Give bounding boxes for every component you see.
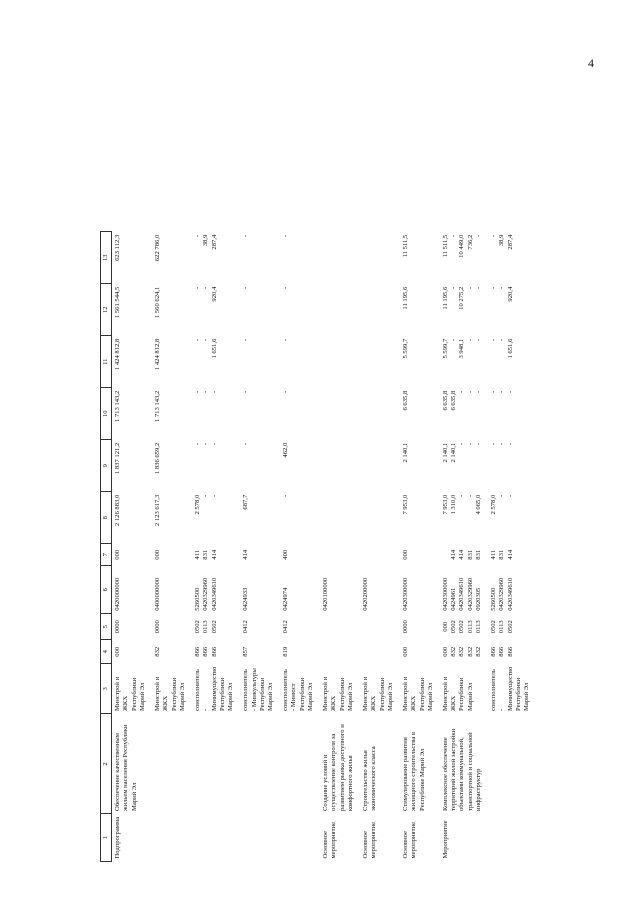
cell-year-value: - - - bbox=[194, 390, 218, 393]
cell-year-value: - - 920,4 bbox=[490, 286, 514, 302]
cell-rzpr: 0412 bbox=[282, 620, 290, 634]
cell-executor: соисполнитель - Минимущество Республики Марий Эл bbox=[194, 666, 235, 711]
cell-year-value: 622 786,0 bbox=[154, 234, 162, 262]
cell-year-value: - bbox=[282, 338, 290, 341]
cell-csr: 0420000000 bbox=[114, 577, 122, 611]
cell-grbs bbox=[320, 640, 360, 664]
cell-year-value: - bbox=[242, 286, 250, 289]
col-header: 5 bbox=[101, 614, 112, 640]
cell-year-value: - bbox=[282, 286, 290, 289]
cell-year-value: - - 920,4 bbox=[194, 286, 218, 302]
col-header: 3 bbox=[101, 664, 112, 714]
cell-name bbox=[192, 714, 240, 814]
cell-grbs: 000 832 832 832 832 bbox=[441, 646, 482, 657]
col-header: 2 bbox=[101, 714, 112, 814]
page-number: 4 bbox=[588, 56, 594, 70]
cell-name bbox=[280, 714, 320, 814]
cell-csr: 0420300000 bbox=[402, 577, 410, 611]
cell-type: Основное мероприятие bbox=[362, 822, 378, 859]
cell-csr: 0420100000 bbox=[322, 577, 330, 611]
cell-year-value: 11 511,5 bbox=[402, 234, 410, 258]
cell-grbs: 857 bbox=[242, 646, 250, 657]
col-header: 13 bbox=[101, 232, 112, 284]
cell-year-value bbox=[360, 440, 400, 492]
cell-year-value: 5 599,7 bbox=[402, 338, 410, 359]
cell-year-value bbox=[320, 232, 360, 284]
cell-grbs bbox=[360, 640, 400, 664]
col-header: 6 bbox=[101, 566, 112, 614]
cell-grbs: 819 bbox=[282, 646, 290, 657]
cell-year-value: - bbox=[242, 338, 250, 341]
cell-executor: Минстрой и ЖКХ Республики Марий Эл bbox=[114, 676, 146, 711]
cell-name: Комплексное обеспечение территорий жилой застройки объектами коммунальной, транспортной и социальной инфраструктур bbox=[441, 728, 482, 811]
cell-year-value: 1 560 624,1 bbox=[154, 286, 162, 319]
cell-executor: Минстрой и ЖКХ Республики Марий Эл bbox=[154, 676, 186, 711]
cell-name bbox=[488, 714, 536, 814]
cell-year-value: 1 713 143,2 bbox=[154, 390, 162, 423]
cell-rzpr: 0502 0113 0502 bbox=[194, 620, 218, 634]
cell-year-value bbox=[320, 440, 360, 492]
cell-csr: 5260500 0420329960 0420349610 bbox=[194, 577, 218, 611]
cell-vr: 411 831 414 bbox=[490, 549, 514, 560]
cell-type: Подпрограмма bbox=[114, 816, 122, 859]
cell-vr: 000 bbox=[154, 549, 162, 560]
cell-year-value bbox=[360, 232, 400, 284]
cell-type bbox=[488, 814, 536, 862]
cell-type: Мероприятие bbox=[441, 820, 449, 859]
cell-year-value bbox=[320, 388, 360, 440]
cell-year-value: 2 578,0 - - bbox=[490, 494, 514, 515]
budget-table bbox=[100, 231, 536, 862]
cell-csr: 0424933 bbox=[242, 587, 250, 611]
rotated-table-container bbox=[100, 52, 600, 862]
cell-rzpr: 0000 bbox=[154, 620, 162, 634]
col-header: 9 bbox=[101, 440, 112, 492]
cell-year-value bbox=[360, 492, 400, 544]
cell-year-value bbox=[360, 336, 400, 388]
col-header: 12 bbox=[101, 284, 112, 336]
cell-name: Создание условий и осуществление контроля за развитием рынка доступного и комфортного жилья bbox=[322, 724, 354, 811]
cell-year-value: - - 1 651,6 bbox=[194, 338, 218, 359]
cell-csr: 0400000000 bbox=[154, 577, 162, 611]
cell-grbs: 832 bbox=[154, 646, 162, 657]
column-number-row bbox=[101, 232, 112, 862]
cell-year-value: - - - bbox=[490, 442, 514, 445]
cell-vr: 000 bbox=[114, 549, 122, 560]
cell-vr bbox=[320, 544, 360, 566]
cell-year-value: 11 195,6 - 10 275,2 - - bbox=[441, 286, 482, 310]
cell-vr: 000 bbox=[402, 549, 410, 560]
cell-year-value: 1 561 544,5 bbox=[114, 286, 122, 319]
table-row bbox=[320, 232, 360, 862]
cell-year-value: - bbox=[242, 390, 250, 393]
cell-rzpr: 0000 bbox=[402, 620, 410, 634]
cell-rzpr bbox=[360, 614, 400, 640]
cell-year-value: - bbox=[242, 442, 250, 445]
cell-year-value: 1 424 812,8 bbox=[154, 338, 162, 371]
cell-type: Основное мероприятие bbox=[402, 822, 418, 859]
cell-grbs: 000 bbox=[114, 646, 122, 657]
cell-type: Основное мероприятие bbox=[322, 822, 338, 859]
cell-year-value: 687,7 bbox=[242, 494, 250, 510]
cell-year-value: 11 511,5 - 10 449,0 736,2 - bbox=[441, 234, 482, 258]
cell-year-value: 462,0 bbox=[282, 442, 290, 458]
cell-year-value: 6 635,8 6 635,8 - - - bbox=[441, 390, 482, 411]
cell-year-value: 2 123 617,3 bbox=[154, 494, 162, 527]
cell-year-value: 1 837 121,2 bbox=[114, 442, 122, 475]
cell-executor: Минстрой и ЖКХ Республики Марий Эл bbox=[441, 676, 474, 711]
cell-csr: 0420300000 0424961 0420349610 0420329960 0920305 bbox=[441, 577, 482, 611]
cell-year-value: 7 953,0 bbox=[402, 494, 410, 515]
col-header: 4 bbox=[101, 640, 112, 664]
cell-name: Стимулирование развития жилищного строительства в Республике Марий Эл bbox=[402, 732, 426, 811]
cell-vr: 414 bbox=[242, 549, 250, 560]
col-header: 10 bbox=[101, 388, 112, 440]
cell-year-value: 1 713 143,2 bbox=[114, 390, 122, 423]
cell-executor: соисполнитель - Минкультуры Республики Марий Эл bbox=[242, 668, 274, 711]
cell-name bbox=[240, 714, 280, 814]
cell-grbs: 866 866 866 bbox=[194, 646, 218, 657]
cell-year-value: - - - bbox=[490, 390, 514, 393]
cell-executor: соисполнитель - Минимущество Республики Марий Эл bbox=[490, 666, 531, 711]
col-header: 1 bbox=[101, 814, 112, 862]
cell-csr: 5260500 0420329960 0420349610 bbox=[490, 577, 514, 611]
cell-year-value: - - - bbox=[194, 442, 218, 445]
cell-type bbox=[192, 814, 240, 862]
cell-rzpr bbox=[320, 614, 360, 640]
cell-year-value: - bbox=[242, 234, 250, 237]
table-row bbox=[440, 232, 488, 862]
table-row bbox=[360, 232, 400, 862]
cell-name bbox=[152, 714, 192, 814]
cell-name: Строительство жилья экономического класса bbox=[362, 746, 378, 811]
col-header: 11 bbox=[101, 336, 112, 388]
table-row bbox=[280, 232, 320, 862]
cell-year-value: - bbox=[282, 494, 290, 497]
cell-year-value: 1 424 812,8 bbox=[114, 338, 122, 371]
cell-executor: Минстрой и ЖКХ Республики Марий Эл bbox=[402, 676, 434, 711]
cell-year-value bbox=[320, 492, 360, 544]
cell-type bbox=[240, 814, 280, 862]
table-row bbox=[488, 232, 536, 862]
table-row bbox=[240, 232, 280, 862]
cell-vr: 400 bbox=[282, 549, 290, 560]
cell-year-value: 11 195,6 bbox=[402, 286, 410, 310]
table-row bbox=[112, 232, 152, 862]
cell-year-value: 2 140,1 bbox=[402, 442, 410, 463]
cell-grbs: 000 bbox=[402, 646, 410, 657]
cell-year-value: - bbox=[282, 234, 290, 237]
cell-grbs: 866 866 866 bbox=[490, 646, 514, 657]
cell-year-value bbox=[320, 336, 360, 388]
cell-vr: 414 414 831 831 bbox=[450, 549, 482, 560]
cell-year-value: 5 599,7 - 3 948,1 - - bbox=[441, 338, 482, 359]
cell-year-value bbox=[360, 388, 400, 440]
cell-executor: соисполнитель - Минюст Республики Марий Эл bbox=[282, 669, 314, 711]
table-row bbox=[400, 232, 440, 862]
cell-year-value: 2 578,0 - - bbox=[194, 494, 218, 515]
cell-name: Обеспечение качественным жильем населения Республики Марий Эл bbox=[114, 724, 138, 811]
cell-year-value: 2 140,1 2 140,1 - - - bbox=[441, 442, 482, 463]
cell-rzpr: 0502 0113 0502 bbox=[490, 620, 514, 634]
cell-rzpr: 0000 bbox=[114, 620, 122, 634]
cell-year-value: 623 112,3 bbox=[114, 234, 122, 261]
cell-executor: Минстрой и ЖКХ Республики Марий Эл bbox=[322, 676, 354, 711]
cell-vr: 411 831 414 bbox=[194, 549, 218, 560]
cell-executor: Минстрой и ЖКХ Республики Марий Эл bbox=[362, 676, 394, 711]
cell-year-value: - bbox=[282, 390, 290, 393]
cell-rzpr: 0412 bbox=[242, 620, 250, 634]
cell-year-value: - 38,9 287,4 bbox=[194, 234, 218, 250]
cell-year-value: 1 836 659,2 bbox=[154, 442, 162, 475]
cell-year-value: 2 126 883,0 bbox=[114, 494, 122, 527]
cell-vr bbox=[360, 544, 400, 566]
cell-rzpr: 000 0502 0502 0113 0113 bbox=[441, 620, 482, 634]
cell-year-value bbox=[360, 284, 400, 336]
cell-year-value: 7 953,0 1 310,0 - - 4 065,0 bbox=[441, 494, 482, 515]
col-header: 7 bbox=[101, 544, 112, 566]
cell-year-value: - 38,9 287,4 bbox=[490, 234, 514, 250]
cell-type bbox=[280, 814, 320, 862]
cell-type bbox=[152, 814, 192, 862]
cell-csr: 0420200000 bbox=[362, 577, 370, 611]
cell-year-value: - - 1 651,6 bbox=[490, 338, 514, 359]
col-header: 8 bbox=[101, 492, 112, 544]
cell-year-value bbox=[320, 284, 360, 336]
cell-csr: 0424974 bbox=[282, 587, 290, 611]
cell-year-value: 6 635,8 bbox=[402, 390, 410, 411]
table-row bbox=[192, 232, 240, 862]
table-row bbox=[152, 232, 192, 862]
